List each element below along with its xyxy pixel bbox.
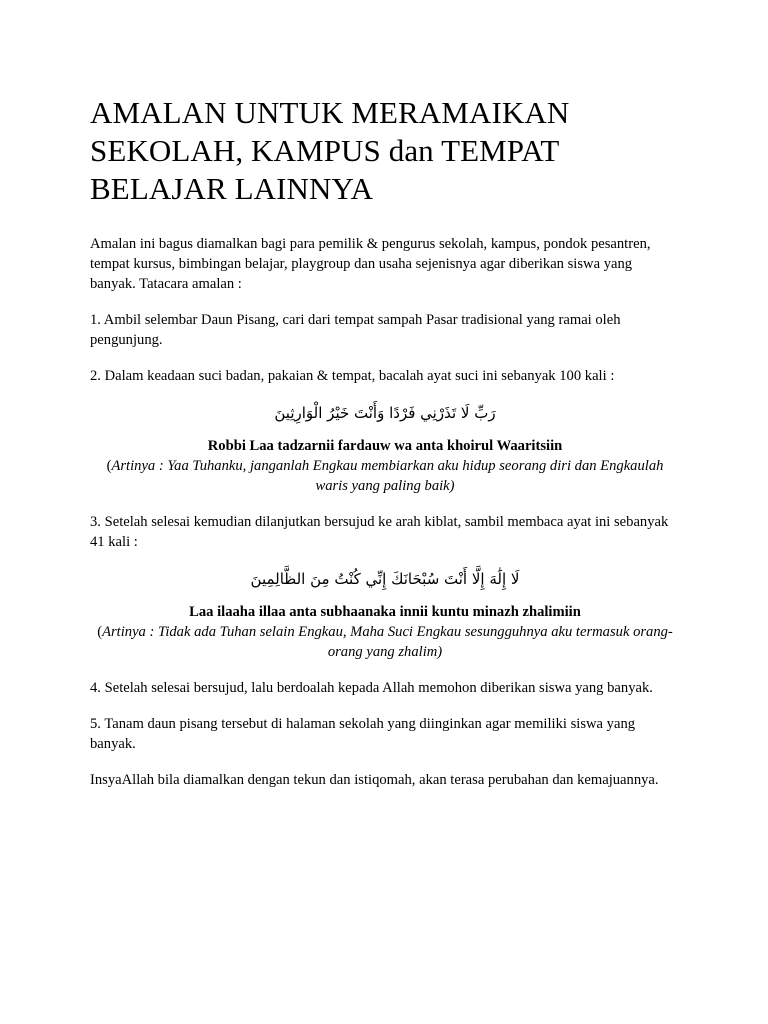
translation-text: Artinya : Yaa Tuhanku, janganlah Engkau membiarkan aku hidup seorang diri dan Engkaulah waris yang paling baik) <box>111 458 664 494</box>
step-5: 5. Tanam daun pisang tersebut di halaman sekolah yang diinginkan agar memiliki siswa yang banyak. <box>90 716 636 752</box>
translation-text: Artinya : Tidak ada Tuhan selain Engkau, Maha Suci Engkau sesungguhnya aku termasuk orang-orang yang zhalim) <box>102 624 673 660</box>
title-line: AMALAN UNTUK MERAMAIKAN <box>90 95 570 130</box>
verse-2-transliteration: Laa ilaaha illaa anta subhaanaka innii kuntu minazh zhalimiin <box>189 604 581 620</box>
translation-open-paren: ( <box>106 458 112 474</box>
intro-paragraph: Amalan ini bagus diamalkan bagi para pemilik & pengurus sekolah, kampus, pondok pesantren, tempat kursus, bimbingan belajar, playgroup dan usaha sejenisnya agar diberikan siswa yang banyak. Tatacara amalan : <box>90 236 651 292</box>
verse-1-translation <box>90 456 680 496</box>
verse-1-arabic: رَبِّ لَا تَذَرْنِي فَرْدًا وَأَنْتَ خَيْرُ الْوَارِثِينَ <box>274 404 496 422</box>
verse-2-translation <box>90 622 680 662</box>
verse-1-transliteration: Robbi Laa tadzarnii fardauw wa anta khoirul Waaritsiin <box>207 438 563 454</box>
translation-open-paren: ( <box>97 624 103 640</box>
step-3: 3. Setelah selesai kemudian dilanjutkan bersujud ke arah kiblat, sambil membaca ayat ini sebanyak 41 kali : <box>90 514 669 550</box>
title-line: BELAJAR LAINNYA <box>90 171 374 206</box>
document-page <box>90 94 680 806</box>
title-line: SEKOLAH, KAMPUS dan TEMPAT <box>90 133 560 168</box>
step-1: 1. Ambil selembar Daun Pisang, cari dari tempat sampah Pasar tradisional yang ramai oleh pengunjung. <box>90 312 621 348</box>
step-2: 2. Dalam keadaan suci badan, pakaian & tempat, bacalah ayat suci ini sebanyak 100 kali : <box>90 368 615 384</box>
verse-2-arabic: لَا إِلَٰهَ إِلَّا أَنْتَ سُبْحَانَكَ إِنِّي كُنْتُ مِنَ الظَّالِمِينَ <box>250 570 520 588</box>
closing-paragraph: InsyaAllah bila diamalkan dengan tekun dan istiqomah, akan terasa perubahan dan kemajuannya. <box>90 772 659 788</box>
document-title <box>90 94 680 208</box>
step-4: 4. Setelah selesai bersujud, lalu berdoalah kepada Allah memohon diberikan siswa yang banyak. <box>90 680 653 696</box>
